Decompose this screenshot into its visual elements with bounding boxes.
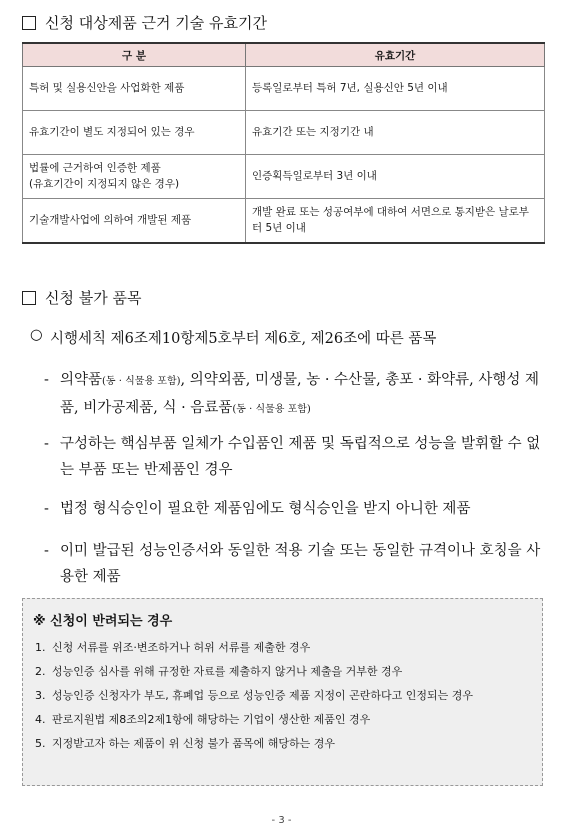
dash-icon: - [44,501,49,517]
item2-text: 구성하는 핵심부품 일체가 수입품인 제품 및 독립적으로 성능을 발휘할 수 없는 부품 또는 반제품인 경우 [60,436,541,478]
table-header-row [23,43,545,67]
row-validity: 등록일로부터 특허 7년, 실용신안 5년 이내 [246,67,545,111]
dash-item-2 [44,431,554,483]
item1-note-b: (동 · 식물용 포함) [232,404,311,415]
section1-heading [22,12,267,33]
dash-icon: - [44,436,49,452]
item3-text: 법정 형식승인이 필요한 제품임에도 형식승인을 받지 아니한 제품 [60,501,471,517]
item1-part-b: , 의약외품, 미생물, 농 · 수산물, 총포 · 화약류, 사행성 제품, 비가공제품, 식 · 음료품 [60,372,540,416]
row-category: 유효기간이 별도 지정되어 있는 경우 [23,111,246,155]
row-validity: 유효기간 또는 지정기간 내 [246,111,545,155]
row-category: 특허 및 실용신안을 사업화한 제품 [23,67,246,111]
list-item: 5. 지정받고자 하는 제품이 위 신청 불가 품목에 해당하는 경우 [35,737,335,750]
dash-icon: - [44,372,49,388]
table-row [23,155,545,199]
page-number: - 3 - [271,815,292,826]
dash-item-1 [44,367,554,423]
checkbox-square-icon [22,16,36,30]
header-validity: 유효기간 [246,43,545,67]
row-validity: 개발 완료 또는 성공여부에 대하여 서면으로 통지받은 날로부터 5년 이내 [246,199,545,244]
row-validity: 인증획득일로부터 3년 이내 [246,155,545,199]
item4-text: 이미 발급된 성능인증서와 동일한 적용 기술 또는 동일한 규격이나 호칭을 사용한 제품 [60,543,541,585]
dash-icon: - [44,543,49,559]
circle-bullet-icon: ○ [30,327,43,343]
rejection-list [35,639,535,759]
dash-item-3 [44,496,554,522]
list-item: 4. 판로지원법 제8조의2제1항에 해당하는 기업이 생산한 제품인 경우 [35,713,371,726]
item1-part-a: 의약품 [60,372,103,388]
checkbox-square-icon [22,291,36,305]
circle-bullet-item [30,327,436,348]
table-row [23,199,545,244]
notice-title: ※ 신청이 반려되는 경우 [33,614,173,629]
list-item: 2. 성능인증 심사를 위해 규정한 자료를 제출하지 않거나 제출을 거부한 경우 [35,665,403,678]
rejection-notice-box [22,598,543,786]
list-item: 3. 성능인증 신청자가 부도, 휴폐업 등으로 성능인증 제품 지정이 곤란하다고 인정되는 경우 [35,689,473,702]
list-item: 1. 신청 서류를 위조·변조하거나 허위 서류를 제출한 경우 [35,641,311,654]
section2-heading [22,287,141,308]
section2-title: 신청 불가 품목 [45,289,142,307]
table-row [23,67,545,111]
header-category: 구 분 [23,43,246,67]
row-category: 기술개발사업에 의하여 개발된 제품 [23,199,246,244]
section1-title: 신청 대상제품 근거 기술 유효기간 [45,14,267,32]
validity-period-table [22,42,545,244]
row-category: 법률에 근거하여 인증한 제품 (유효기간이 지정되지 않은 경우) [23,155,246,199]
dash-item-4 [44,538,554,590]
circle-bullet-text: 시행세칙 제6조제10항제5호부터 제6호, 제26조에 따른 품목 [50,331,437,347]
item1-note-a: (동 · 식물용 포함) [102,376,181,387]
table-row [23,111,545,155]
